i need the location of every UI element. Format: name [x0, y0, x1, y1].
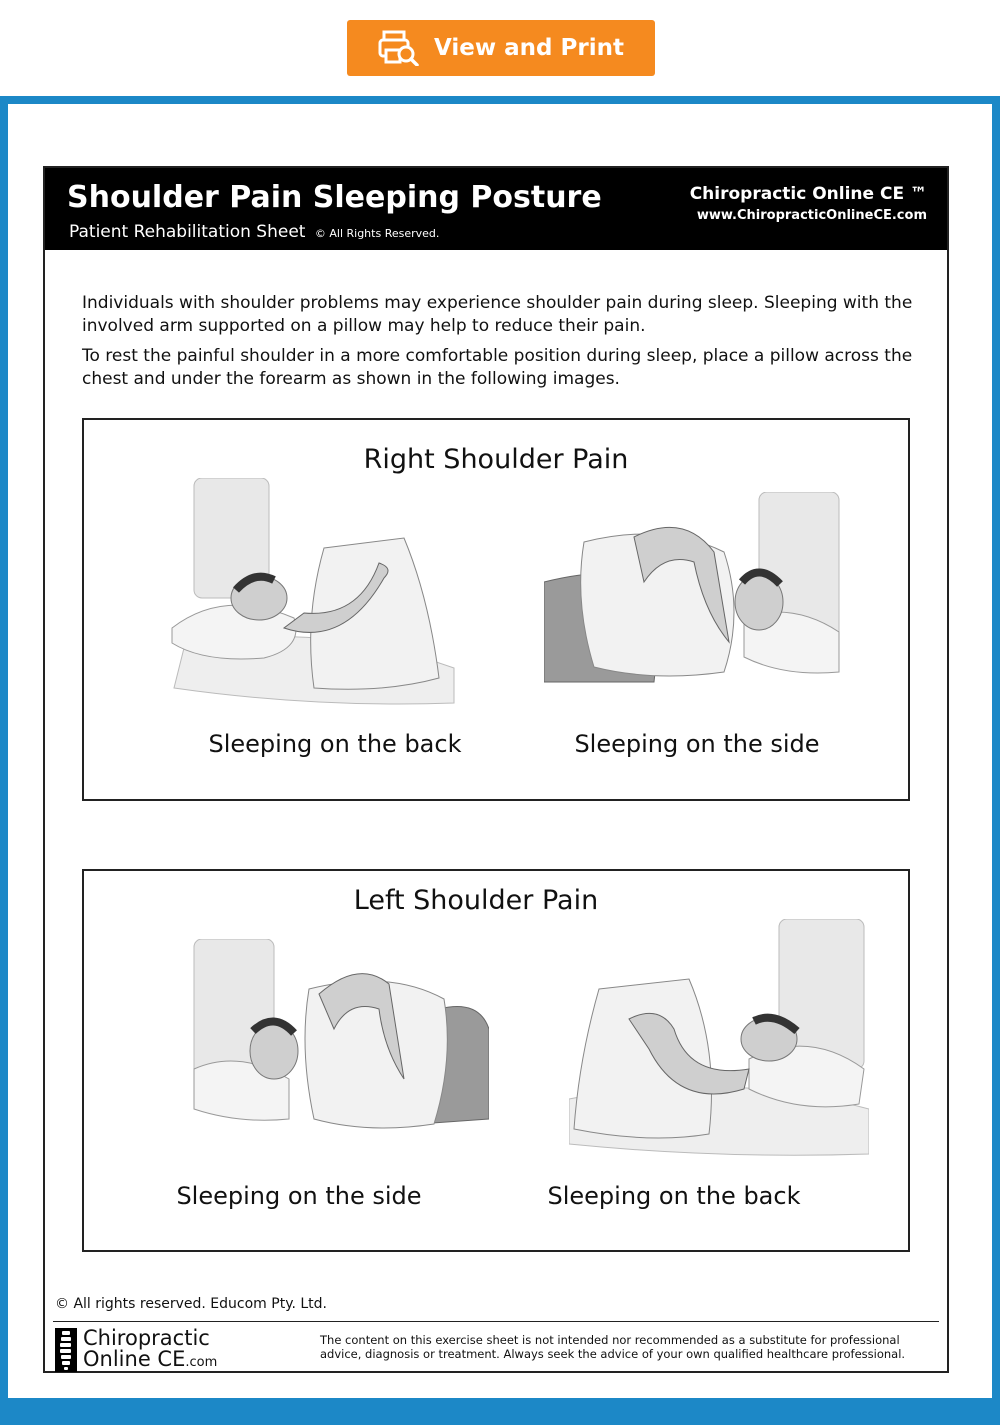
footer-copyright: © All rights reserved. Educom Pty. Ltd.: [55, 1296, 328, 1312]
logo-text: [83, 1328, 217, 1373]
logo-line1: Chiropractic: [83, 1326, 210, 1350]
sheet-header: [45, 168, 947, 250]
panel-right-shoulder: [82, 418, 910, 801]
caption-side-sleeping: Sleeping on the side: [574, 730, 820, 758]
top-toolbar: [0, 0, 1000, 96]
print-preview-icon: [378, 30, 420, 66]
rehab-sheet: [43, 166, 949, 1373]
subtitle-text: Patient Rehabilitation Sheet: [69, 222, 306, 242]
brand-logo: [55, 1326, 218, 1376]
intro-paragraph: Individuals with shoulder problems may experience shoulder pain during sleep. Sleeping with the involved arm supported on a pillow may help to reduce their pain.: [82, 293, 913, 336]
spine-logo-icon: [55, 1328, 77, 1372]
sheet-subtitle: [69, 222, 439, 242]
caption-side-sleeping: Sleeping on the side: [176, 1182, 422, 1210]
caption-back-sleeping: Sleeping on the back: [208, 730, 462, 758]
caption-back-sleeping: Sleeping on the back: [547, 1182, 801, 1210]
subtitle-rights: © All Rights Reserved.: [314, 227, 440, 240]
intro-text: [82, 292, 922, 398]
logo-suffix: .com: [185, 1355, 218, 1370]
brand-url: www.ChiropracticOnlineCE.com: [696, 208, 927, 223]
side-sleeping-illustration: [189, 939, 489, 1149]
intro-paragraph: To rest the painful shoulder in a more comfortable position during sleep, place a pillow across the chest and under the forearm as shown in the following images.: [82, 346, 913, 389]
back-sleeping-illustration: [569, 919, 869, 1159]
panel-title: Left Shoulder Pain: [353, 885, 599, 916]
view-and-print-button[interactable]: [347, 20, 655, 76]
back-sleeping-illustration: [164, 478, 464, 708]
side-sleeping-illustration: [544, 492, 844, 692]
footer-disclaimer: The content on this exercise sheet is not intended nor recommended as a substitute for professional advice, diagnosis or treatment. Always seek the advice of your own qualified healthcare professional.: [320, 1333, 906, 1361]
footer-divider: [53, 1321, 939, 1322]
sheet-title: Shoulder Pain Sleeping Posture: [67, 180, 602, 215]
view-and-print-label: View and Print: [434, 35, 624, 61]
panel-left-shoulder: [82, 869, 910, 1252]
brand-name: Chiropractic Online CE ™: [689, 184, 927, 204]
logo-line2: Online CE: [83, 1347, 186, 1371]
panel-title: Right Shoulder Pain: [363, 444, 629, 475]
